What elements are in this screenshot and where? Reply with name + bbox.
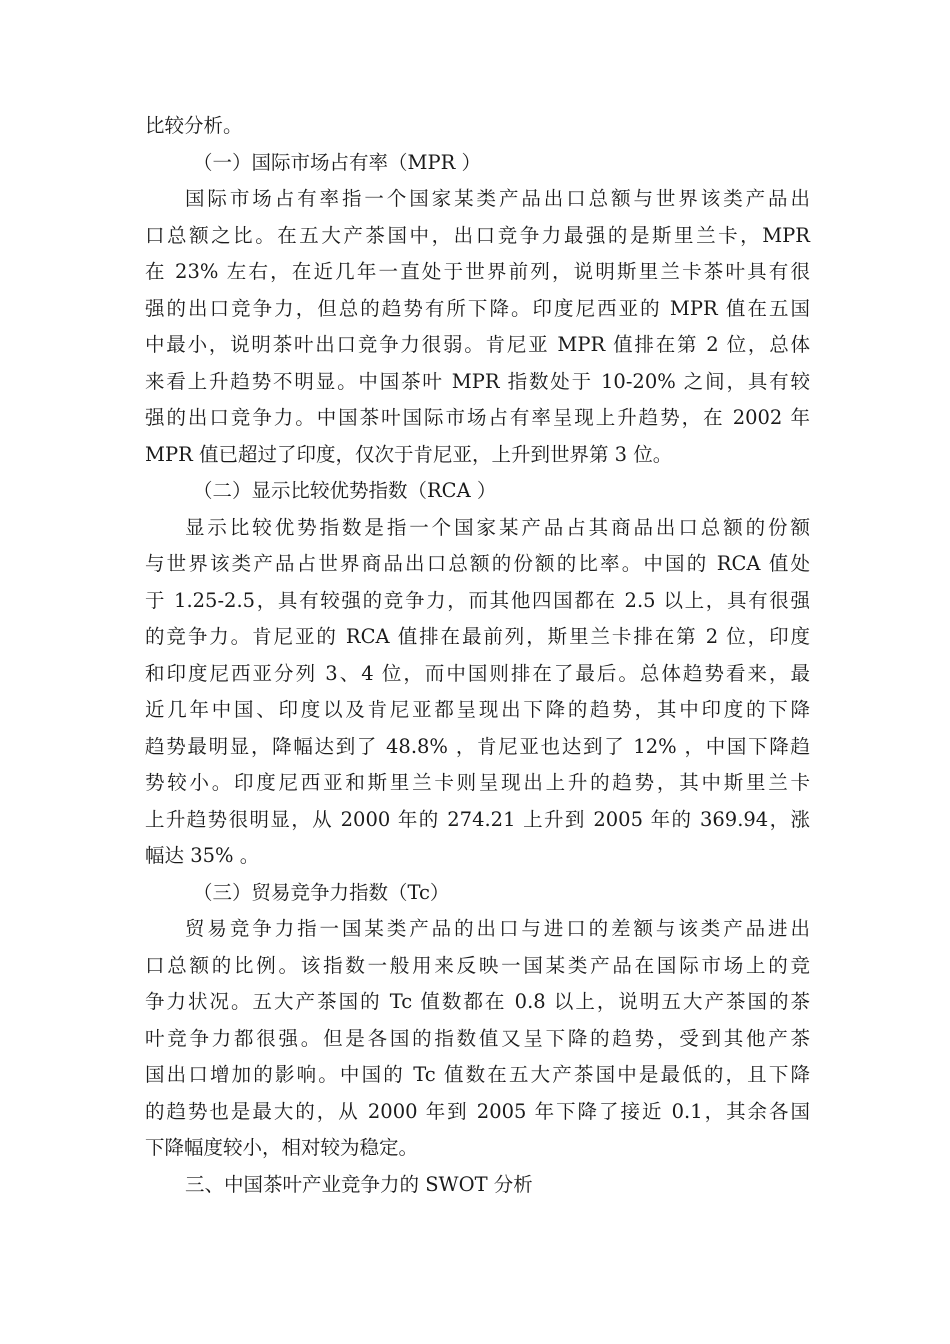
text-line: 强的出口竞争力。中国茶叶国际市场占有率呈现上升趋势，在 2002 年 bbox=[145, 406, 810, 429]
text-line: 国出口增加的影响。中国的 Tc 值数在五大产茶国中是最低的，且下降 bbox=[145, 1063, 810, 1086]
text-line: 与世界该类产品占世界商品出口总额的份额的比率。中国的 RCA 值处 bbox=[145, 552, 810, 575]
text-line: 上升趋势很明显，从 2000 年的 274.21 上升到 2005 年的 369.94，涨 bbox=[145, 807, 810, 831]
text-line: 势较小。印度尼西亚和斯里兰卡则呈现出上升的趋势，其中斯里兰卡 bbox=[145, 771, 810, 794]
text-line: 趋势最明显，降幅达到了 48.8% ，肯尼亚也达到了 12% ，中国下降趋 bbox=[145, 734, 810, 758]
text-line: 强的出口竞争力，但总的趋势有所下降。印度尼西亚的 MPR 值在五国 bbox=[145, 296, 810, 320]
text-line: 于 1.25-2.5，具有较强的竞争力，而其他四国都在 2.5 以上，具有很强 bbox=[145, 588, 810, 612]
text-line: 国际市场占有率指一个国家某类产品出口总额与世界该类产品出 bbox=[185, 187, 810, 210]
text-line: 幅达 35% 。 bbox=[145, 844, 260, 867]
text-line: 下降幅度较小，相对较为稳定。 bbox=[145, 1136, 419, 1159]
text-line: 的趋势也是最大的，从 2000 年到 2005 年下降了接近 0.1，其余各国 bbox=[145, 1099, 810, 1123]
section-heading-swot: 三、中国茶叶产业竞争力的 SWOT 分析 bbox=[185, 1172, 533, 1196]
text-line: 中最小，说明茶叶出口竞争力很弱。肯尼亚 MPR 值排在第 2 位，总体 bbox=[145, 333, 810, 356]
text-line: 口总额之比。在五大产茶国中，出口竞争力最强的是斯里兰卡，MPR bbox=[145, 223, 810, 247]
text-line: 近几年中国、印度以及肯尼亚都呈现出下降的趋势，其中印度的下降 bbox=[145, 698, 810, 721]
section-heading-rca: （二）显示比较优势指数（RCA ） bbox=[193, 479, 497, 502]
text-line: 口总额的比例。该指数一般用来反映一国某类产品在国际市场上的竞 bbox=[145, 953, 810, 977]
text-line: 显示比较优势指数是指一个国家某产品占其商品出口总额的份额 bbox=[185, 515, 810, 539]
section-heading-mpr: （一）国际市场占有率（MPR ） bbox=[193, 150, 481, 174]
text-line: 比较分析。 bbox=[145, 114, 243, 137]
text-line: 在 23% 左右，在近几年一直处于世界前列，说明斯里兰卡茶叶具有很 bbox=[145, 260, 810, 283]
text-line: 来看上升趋势不明显。中国茶叶 MPR 指数处于 10-20% 之间，具有较 bbox=[145, 369, 810, 393]
text-line: 的竞争力。肯尼亚的 RCA 值排在最前列，斯里兰卡排在第 2 位，印度 bbox=[145, 625, 810, 648]
text-line: 争力状况。五大产茶国的 Tc 值数都在 0.8 以上，说明五大产茶国的茶 bbox=[145, 990, 810, 1013]
document-page bbox=[145, 108, 810, 1203]
text-line: 叶竞争力都很强。但是各国的指数值又呈下降的趋势，受到其他产茶 bbox=[145, 1026, 810, 1050]
text-line: 贸易竞争力指一国某类产品的出口与进口的差额与该类产品进出 bbox=[185, 917, 810, 940]
text-line: 和印度尼西亚分列 3、4 位，而中国则排在了最后。总体趋势看来，最 bbox=[145, 661, 810, 685]
section-heading-tc: （三）贸易竞争力指数（Tc） bbox=[193, 880, 450, 904]
text-line: MPR 值已超过了印度，仅次于肯尼亚，上升到世界第 3 位。 bbox=[145, 442, 673, 466]
